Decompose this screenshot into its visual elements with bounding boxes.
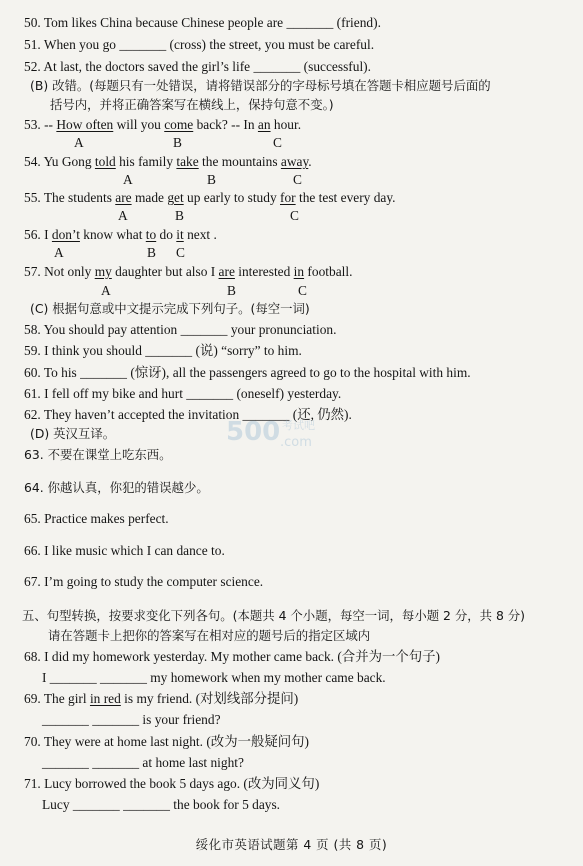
section-b-instructions: 括号内，并将正确答案写在横线上，保持句意不变。) (50, 97, 334, 112)
question-58: 58. You should pay attention _______ your pronunciation. (24, 322, 337, 337)
question-71: 71. Lucy borrowed the book 5 days ago. (改为同义句) (24, 776, 320, 791)
question-62: 62. They haven’t accepted the invitation _______ (还, 仍然). (24, 407, 352, 422)
question-57: 57. Not only my daughter but also I are interested in football. (24, 264, 353, 279)
question-66: 66. I like music which I can dance to. (24, 543, 225, 558)
marker-a: A (118, 208, 128, 223)
marker-c: C (176, 245, 185, 260)
section-5-instructions: 请在答题卡上把你的答案写在相对应的题号后的指定区域内 (48, 628, 371, 643)
marker-a: A (101, 283, 111, 298)
question-51: 51. When you go _______ (cross) the street, you must be careful. (24, 37, 375, 52)
marker-b: B (173, 135, 182, 150)
watermark-text: 考试吧 (282, 419, 315, 432)
question-55: 55. The students are made get up early to study for the test every day. (24, 190, 396, 205)
question-70-answer: _______ _______ at home last night? (42, 755, 244, 770)
question-69-answer: _______ _______ is your friend? (42, 712, 221, 727)
marker-a: A (54, 245, 64, 260)
question-50: 50. Tom likes China because Chinese people are _______ (friend). (24, 15, 381, 30)
question-71-answer: Lucy _______ _______ the book for 5 days. (42, 797, 281, 812)
section-5-heading: 五、句型转换，按要求变化下列各句。(本题共 4 个小题，每空一词，每小题 2 分，共 8 分) (22, 608, 526, 623)
marker-c: C (273, 135, 282, 150)
marker-b: B (147, 245, 156, 260)
marker-a: A (74, 135, 84, 150)
marker-a: A (123, 172, 133, 187)
question-67: 67. I’m going to study the computer science. (24, 574, 264, 589)
question-68-answer: I _______ _______ my homework when my mother came back. (42, 670, 386, 685)
marker-b: B (207, 172, 216, 187)
question-54: 54. Yu Gong told his family take the mountains away. (24, 154, 312, 169)
question-68: 68. I did my homework yesterday. My mother came back. (合并为一个句子) (24, 649, 441, 664)
marker-c: C (290, 208, 299, 223)
watermark-site: .com (280, 435, 312, 450)
question-61: 61. I fell off my bike and hurt _______ (oneself) yesterday. (24, 386, 342, 401)
question-69: 69. The girl in red is my friend. (对划线部分提问) (24, 691, 299, 706)
question-52: 52. At last, the doctors saved the girl’s life _______ (successful). (24, 59, 371, 74)
marker-c: C (293, 172, 302, 187)
question-59: 59. I think you should _______ (说) “sorry” to him. (24, 343, 302, 358)
watermark-number: 500 (226, 417, 281, 447)
marker-b: B (227, 283, 236, 298)
marker-c: C (298, 283, 307, 298)
section-d-heading: (D) 英汉互译。 (30, 426, 116, 441)
question-60: 60. To his _______ (惊讶), all the passengers agreed to go to the hospital with him. (24, 365, 471, 380)
section-c-heading: (C) 根据句意或中文提示完成下列句子。(每空一词) (30, 301, 310, 316)
question-64: 64. 你越认真，你犯的错误越少。 (24, 480, 209, 495)
question-53: 53. -- How often will you come back? -- In an hour. (24, 117, 302, 132)
question-70: 70. They were at home last night. (改为一般疑问句) (24, 734, 309, 749)
question-56: 56. I don’t know what to do it next . (24, 227, 217, 242)
question-63: 63. 不要在课堂上吃东西。 (24, 447, 172, 462)
page-footer: 绥化市英语试题第 4 页 (共 8 页) (195, 837, 388, 852)
question-65: 65. Practice makes perfect. (24, 511, 169, 526)
watermark-logo (226, 415, 336, 455)
section-b-heading: (B) 改错。(每题只有一处错误，请将错误部分的字母标号填在答题卡相应题号后面的 (30, 78, 491, 93)
marker-b: B (175, 208, 184, 223)
